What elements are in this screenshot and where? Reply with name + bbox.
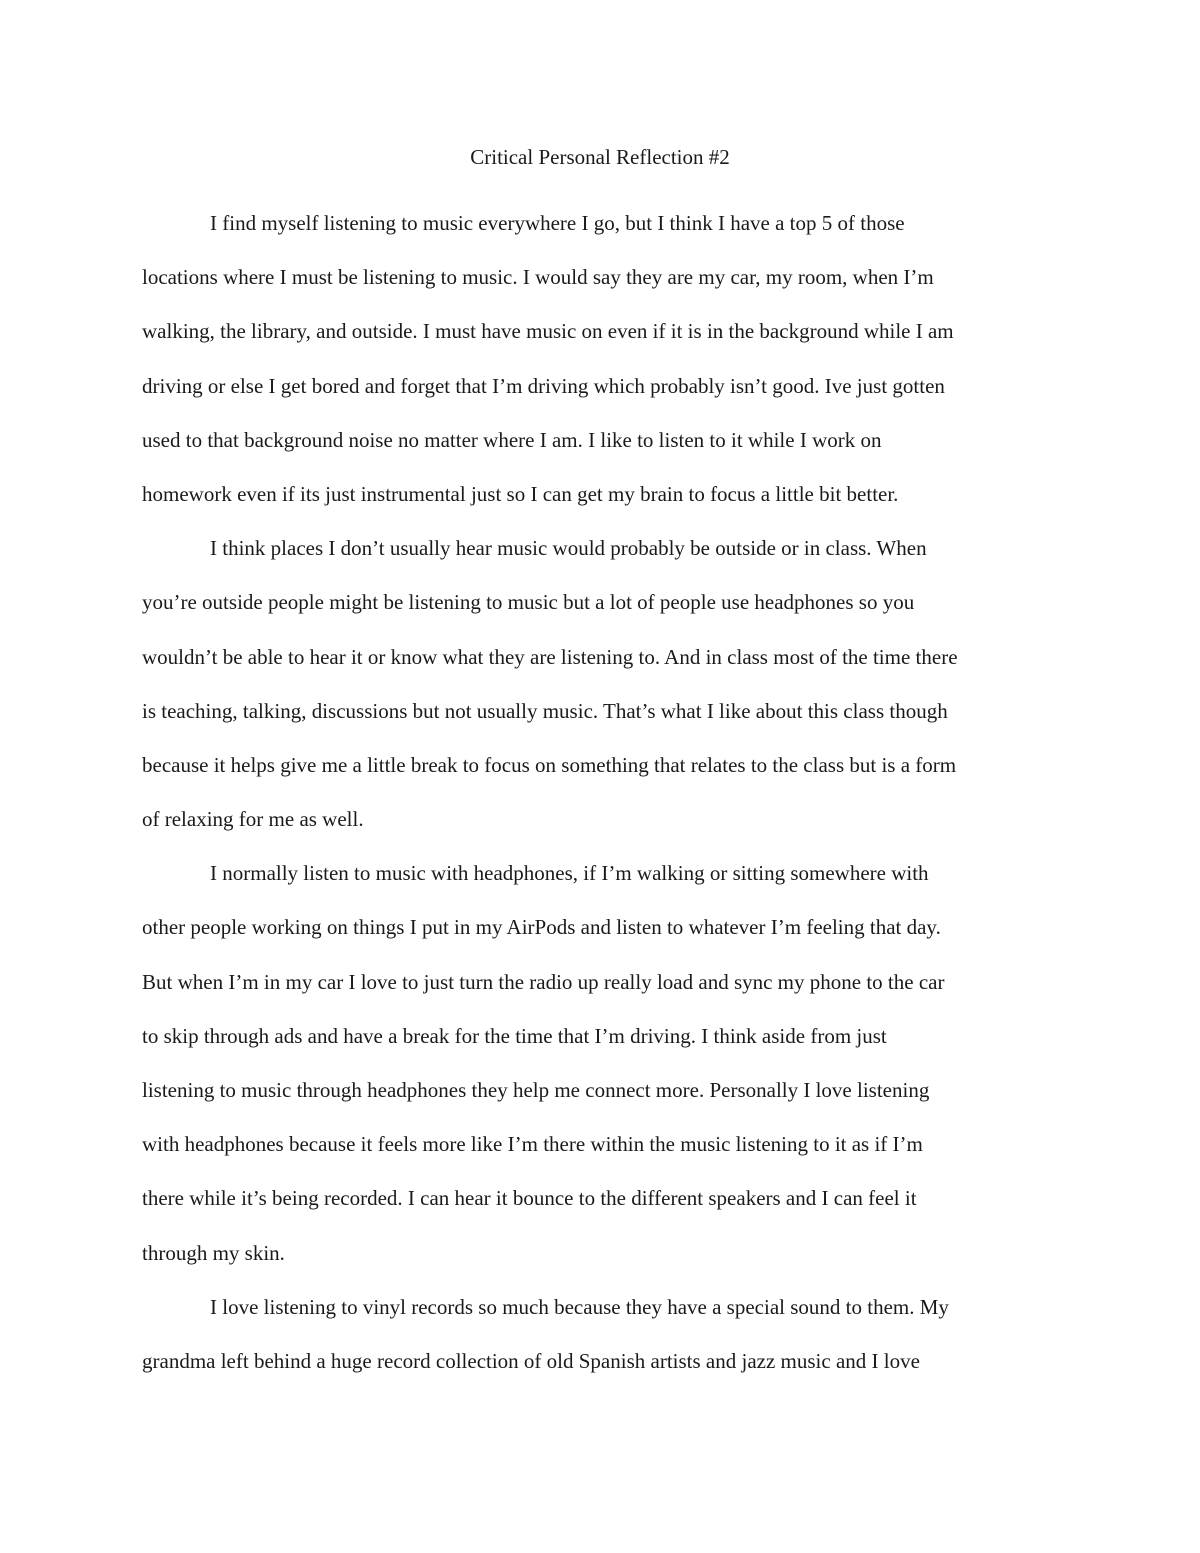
text-line: wouldn’t be able to hear it or know what they are listening to. And in class most of the time there [142, 644, 958, 669]
document-title: Critical Personal Reflection #2 [470, 145, 730, 169]
text-line: But when I’m in my car I love to just turn the radio up really load and sync my phone to the car [142, 969, 945, 994]
text-line: driving or else I get bored and forget that I’m driving which probably isn’t good. Ive just gotten [142, 373, 945, 398]
paragraph-4 [142, 1280, 1060, 1388]
text-line: of relaxing for me as well. [142, 807, 364, 832]
text-line: I find myself listening to music everywhere I go, but I think I have a top 5 of those [210, 211, 905, 235]
paragraph-1 [142, 196, 1060, 521]
text-line: with headphones because it feels more like I’m there within the music listening to it as if I’m [142, 1132, 923, 1157]
text-line: homework even if its just instrumental just so I can get my brain to focus a little bit better. [142, 481, 899, 506]
paragraph-3 [142, 846, 1060, 1280]
text-line: you’re outside people might be listening to music but a lot of people use headphones so you [142, 590, 915, 615]
text-line: used to that background noise no matter where I am. I like to listen to it while I work on [142, 427, 882, 452]
text-line: grandma left behind a huge record collection of old Spanish artists and jazz music and I love [142, 1348, 920, 1373]
text-line: listening to music through headphones they help me connect more. Personally I love listening [142, 1078, 930, 1102]
text-line: there while it’s being recorded. I can hear it bounce to the different speakers and I can feel it [142, 1186, 917, 1211]
text-line: locations where I must be listening to music. I would say they are my car, my room, when I’m [142, 265, 934, 290]
document-body [142, 196, 1060, 1388]
text-line: through my skin. [142, 1240, 285, 1265]
text-line: I think places I don’t usually hear music would probably be outside or in class. When [210, 536, 927, 561]
text-line: is teaching, talking, discussions but not usually music. That’s what I like about this class though [142, 698, 948, 723]
paragraph-2 [142, 521, 1060, 846]
text-line: I love listening to vinyl records so much because they have a special sound to them. My [210, 1294, 949, 1319]
text-line: walking, the library, and outside. I must have music on even if it is in the background while I am [142, 319, 954, 344]
text-line: to skip through ads and have a break for the time that I’m driving. I think aside from just [142, 1023, 887, 1048]
text-line: I normally listen to music with headphones, if I’m walking or sitting somewhere with [210, 861, 929, 886]
text-line: because it helps give me a little break to focus on something that relates to the class but is a form [142, 752, 957, 777]
text-line: other people working on things I put in my AirPods and listen to whatever I’m feeling that day. [142, 915, 941, 940]
